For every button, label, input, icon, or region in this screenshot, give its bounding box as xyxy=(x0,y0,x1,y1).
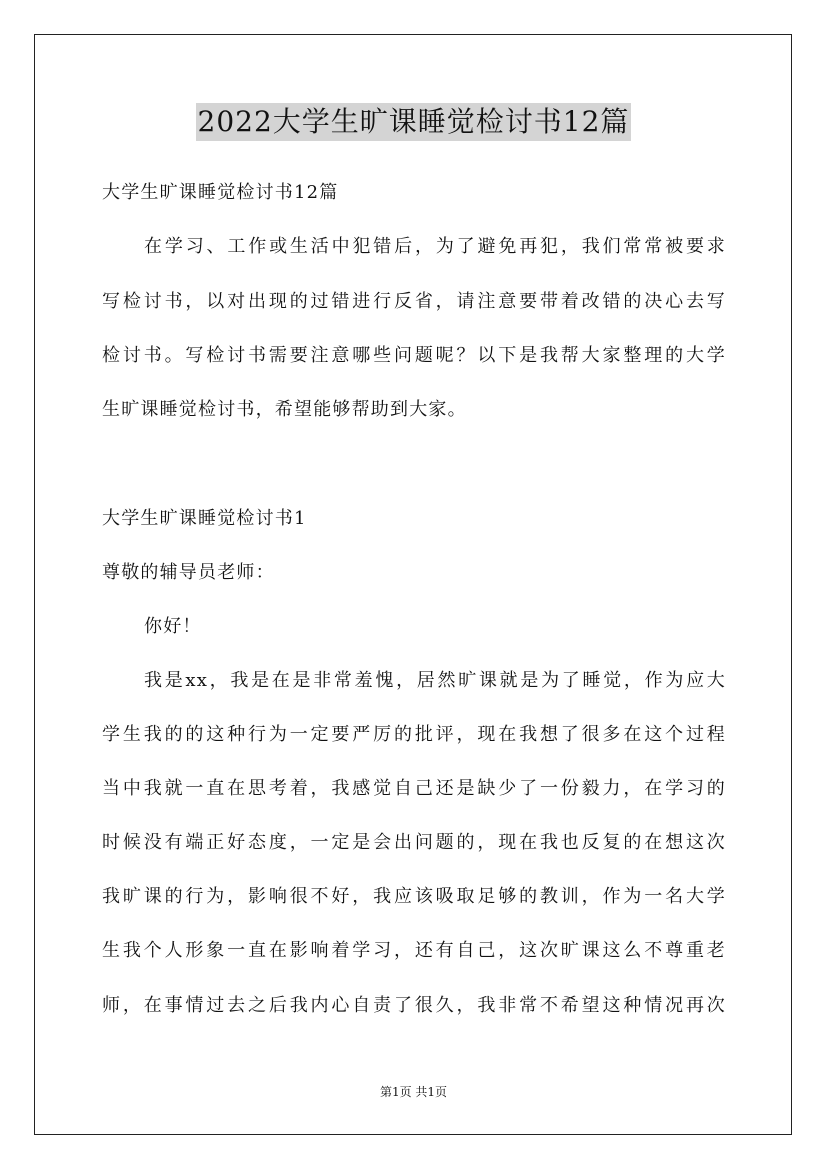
salutation: 尊敬的辅导员老师： xyxy=(102,562,275,583)
body-line: 生我个人形象一直在影响着学习，还有自己，这次旷课这么不尊重老 xyxy=(102,940,726,961)
body-line: 当中我就一直在思考着，我感觉自己还是缺少了一份毅力，在学习的 xyxy=(102,778,726,799)
body-line: 师，在事情过去之后我内心自责了很久，我非常不希望这种情况再次 xyxy=(102,995,726,1016)
document-subtitle: 大学生旷课睡觉检讨书12篇 xyxy=(102,182,339,203)
document-title: 2022大学生旷课睡觉检讨书12篇 xyxy=(196,103,632,141)
intro-line: 生旷课睡觉检讨书，希望能够帮助到大家。 xyxy=(102,399,467,420)
greeting: 你好！ xyxy=(144,616,202,637)
intro-line: 检讨书。写检讨书需要注意哪些问题呢？以下是我帮大家整理的大学 xyxy=(102,345,726,366)
intro-line: 在学习、工作或生活中犯错后，为了避免再犯，我们常常被要求 xyxy=(144,236,726,257)
body-line: 时候没有端正好态度，一定是会出问题的，现在我也反复的在想这次 xyxy=(102,832,726,853)
body-line: 我旷课的行为，影响很不好，我应该吸取足够的教训，作为一名大学 xyxy=(102,886,726,907)
section-heading: 大学生旷课睡觉检讨书1 xyxy=(102,508,307,529)
body-line: 我是xx，我是在是非常羞愧，居然旷课就是为了睡觉，作为应大 xyxy=(144,670,726,691)
intro-line: 写检讨书，以对出现的过错进行反省，请注意要带着改错的决心去写 xyxy=(102,291,726,312)
page-footer: 第1页 共1页 xyxy=(379,1085,448,1099)
title-container xyxy=(0,103,827,141)
body-line: 学生我的的这种行为一定要严厉的批评，现在我想了很多在这个过程 xyxy=(102,724,726,745)
